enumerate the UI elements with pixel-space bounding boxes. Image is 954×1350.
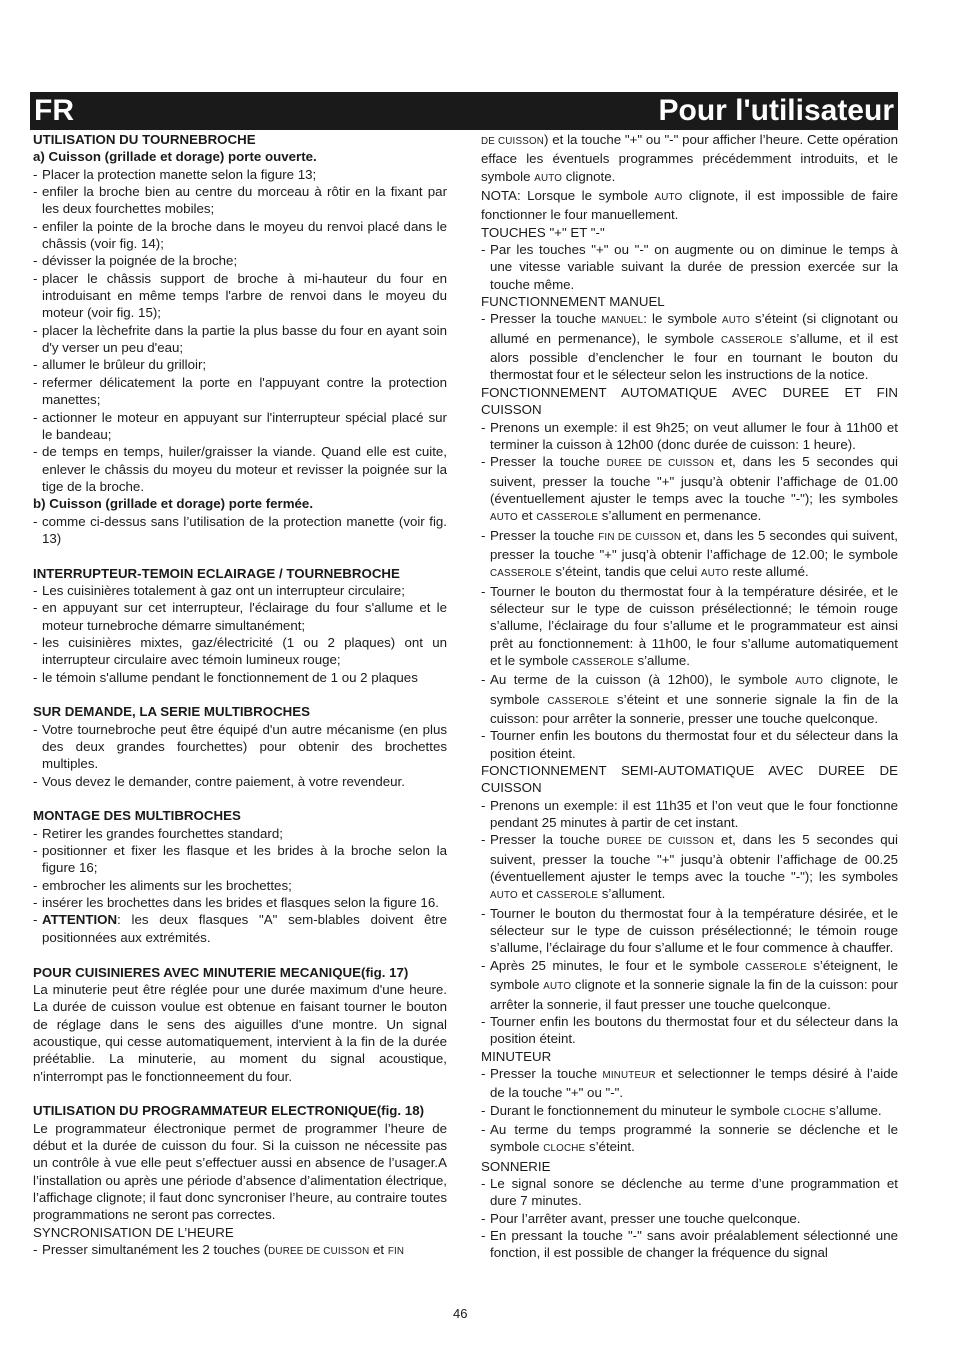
paragraph: FONCTIONNEMENT SEMI-AUTOMATIQUE AVEC DUREE DE CUISSON bbox=[481, 763, 898, 796]
section-heading: SUR DEMANDE, LA SERIE MULTIBROCHES bbox=[33, 704, 311, 720]
paragraph: SYNCRONISATION DE L’HEURE bbox=[33, 1224, 234, 1240]
list-item: - le témoin s'allume pendant le fonctionnement de 1 ou 2 plaques bbox=[33, 669, 447, 686]
list-item: - Au terme de la cuisson (à 12h00), le symbole AUTO clignote, le symbole CASSEROLE s’éteint et une sonnerie signale la fin de la cuisson: pour arrêter la sonnerie, presser une touche quelconque. bbox=[481, 671, 898, 727]
paragraph: DE CUISSON) et la touche "+" ou "-" pour afficher l’heure. Cette opération efface les éventuels programmes précédemment introduits, et le symbole AUTO clignote. bbox=[481, 132, 898, 184]
list-item: - Au terme du temps programmé la sonnerie se déclenche et le symbole CLOCHE s’éteint. bbox=[481, 1121, 898, 1158]
list-item: - refermer délicatement la porte en l'appuyant contre la protection manettes; bbox=[33, 374, 447, 409]
list-item: - Par les touches "+" ou "-" on augmente ou on diminue le temps à une vitesse variable suivant la durée de pression exercée sur la touche même. bbox=[481, 241, 898, 293]
list-item: - Presser la touche MANUEL: le symbole AUTO s’éteint (si clignotant ou allumé en permenance), le symbole CASSEROLE s’allume, et il est alors possible d’enclencher le four en tournant le bouton du thermostat four et le sélecteur selon les instructions de la notice. bbox=[481, 310, 898, 383]
list-item: - Retirer les grandes fourchettes standard; bbox=[33, 825, 447, 842]
right-column bbox=[481, 131, 898, 1262]
list-item: - Durant le fonctionnement du minuteur le symbole CLOCHE s’allume. bbox=[481, 1102, 898, 1121]
list-item: - Prenons un exemple: il est 11h35 et l’on veut que le four fonctionne pendant 25 minutes à partir de cet instant. bbox=[481, 797, 898, 832]
spacer bbox=[33, 547, 447, 564]
list-item: - Tourner le bouton du thermostat four à la température désirée, et le sélecteur sur le type de cuisson présélectionné; le témoin rouge s’allume, l’éclairage du four s’allume et le four commence à chauffer. bbox=[481, 905, 898, 957]
list-item: - Presser la touche MINUTEUR et selectionner le temps désiré à l’aide de la touche "+" ou "-". bbox=[481, 1065, 898, 1102]
paragraph: SONNERIE bbox=[481, 1158, 551, 1174]
page-title: Pour l'utilisateur bbox=[658, 94, 894, 127]
list-item: - les cuisinières mixtes, gaz/électricité (1 ou 2 plaques) ont un interrupteur circulaire avec témoin lumineux rouge; bbox=[33, 634, 447, 669]
paragraph: Le programmateur électronique permet de programmer l’heure de début et la durée de cuisson du four. Si la cuisson ne nécessite pas un contrôle à vue elle peut s’effectuer aussi en absence de l’usager.A l’installation ou après une période d’absence d’alimentation électrique, l’affichage clignote; il faut donc syncroniser l’heure, au contraire toutes programmations ne seront pas correctes. bbox=[33, 1120, 447, 1223]
paragraph: MINUTEUR bbox=[481, 1048, 552, 1064]
list-item: - Vous devez le demander, contre paiement, à votre revendeur. bbox=[33, 773, 447, 790]
list-item: - En pressant la touche "-" sans avoir préalablement sélectionné une fonction, il est possible de changer la fréquence du signal bbox=[481, 1227, 898, 1262]
list-item: - ATTENTION: les deux flasques "A" sem-blables doivent être positionnées aux extrémités. bbox=[33, 911, 447, 946]
list-item: - Après 25 minutes, le four et le symbole CASSEROLE s’éteignent, le symbole AUTO clignote et la sonnerie signale la fin de la cuisson: pour arrêter la sonnerie, il faut presser une touche quelconque. bbox=[481, 957, 898, 1013]
list-item: - placer la lèchefrite dans la partie la plus basse du four en ayant soin d'y verser un peu d'eau; bbox=[33, 322, 447, 357]
list-item: - dévisser la poignée de la broche; bbox=[33, 252, 447, 269]
list-item: - Tourner enfin les boutons du thermostat four et du sélecteur dans la position éteint. bbox=[481, 727, 898, 762]
list-item: - embrocher les aliments sur les brochettes; bbox=[33, 877, 447, 894]
emphasis: ATTENTION bbox=[42, 912, 118, 928]
list-item: - enfiler la broche bien au centre du morceau à rôtir en la fixant par les deux fourchettes mobiles; bbox=[33, 183, 447, 218]
list-item: - Prenons un exemple: il est 9h25; on veut allumer le four à 11h00 et terminer la cuisson à 12h00 (donc durée de cuisson: 1 heure). bbox=[481, 419, 898, 454]
list-item: - Presser simultanément les 2 touches (DUREE DE CUISSON et FIN bbox=[33, 1241, 447, 1260]
spacer bbox=[33, 1085, 447, 1102]
list-item: - Presser la touche FIN DE CUISSON et, dans les 5 secondes qui suivent, presser la touche "+" jusq’à obtenir l’affichage de 12.00; le symbole CASSEROLE s’éteint, tandis que celui AUTO reste allumé. bbox=[481, 527, 898, 583]
paragraph: TOUCHES "+" ET "-" bbox=[481, 224, 605, 240]
paragraph: La minuterie peut être réglée pour une durée maximum d'une heure. La durée de cuisson voulue est obtenue en faisant tourner le bouton de réglage dans le sens des aiguilles d'une montre. Un signal acoustique, qui cesse automatiquement, intervient à la fin de la durée préétablie. La minuterie, au moment du signal acoustique, n'interrompt pas le fonctionneement du four. bbox=[33, 981, 447, 1084]
language-label: FR bbox=[34, 94, 74, 127]
list-item: - Placer la protection manette selon la figure 13; bbox=[33, 166, 447, 183]
section-heading: MONTAGE DES MULTIBROCHES bbox=[33, 808, 241, 824]
page-header bbox=[30, 92, 898, 130]
list-item: - enfiler la pointe de la broche dans le moyeu du renvoi placé dans le châssis (voir fig. 14); bbox=[33, 218, 447, 253]
list-item: - Pour l’arrêter avant, presser une touche quelconque. bbox=[481, 1210, 898, 1227]
page-number: 46 bbox=[453, 1306, 468, 1321]
list-item: - Votre tournebroche peut être équipé d'un autre mécanisme (en plus des deux grandes fourchettes) pour obtenir des brochettes multiples. bbox=[33, 721, 447, 773]
list-item: - actionner le moteur en appuyant sur l'interrupteur spécial placé sur le bandeau; bbox=[33, 409, 447, 444]
list-item: - positionner et fixer les flasque et les brides à la broche selon la figure 16; bbox=[33, 842, 447, 877]
section-heading: INTERRUPTEUR-TEMOIN ECLAIRAGE / TOURNEBROCHE bbox=[33, 565, 400, 581]
list-item: - Le signal sonore se déclenche au terme d’une programmation et dure 7 minutes. bbox=[481, 1175, 898, 1210]
list-item: - comme ci-dessus sans l’utilisation de la protection manette (voir fig. 13) bbox=[33, 513, 447, 548]
list-item: - Presser la touche DUREE DE CUISSON et, dans les 5 secondes qui suivent, presser la touche "+" jusqu’à obtenir l’affichage de 00.25 (éventuellement ajuster le temps avec la touche "-"); les symboles AUTO et CASSEROLE s’allument. bbox=[481, 831, 898, 904]
section-heading: POUR CUISINIERES AVEC MINUTERIE MECANIQUE(fig. 17) bbox=[33, 964, 409, 980]
spacer bbox=[33, 686, 447, 703]
spacer bbox=[33, 946, 447, 963]
left-column bbox=[33, 131, 447, 1260]
list-item: - allumer le brûleur du grilloir; bbox=[33, 356, 447, 373]
paragraph: NOTA: Lorsque le symbole AUTO clignote, il est impossible de faire fonctionner le four manuellement. bbox=[481, 188, 899, 223]
paragraph: FUNCTIONNEMENT MANUEL bbox=[481, 294, 665, 310]
list-item: - Les cuisinières totalement à gaz ont un interrupteur circulaire; bbox=[33, 582, 447, 599]
list-item: - Tourner le bouton du thermostat four à la température désirée, et le sélecteur sur le type de cuisson présélectionné; le témoin rouge s’allume, l’éclairage du four s’allume et le programmateur est ainsi prêt au fonctionnement: à 11h00, le four s’allume automatiquement et le symbole CASSEROLE s’allume. bbox=[481, 583, 898, 672]
section-heading: UTILISATION DU PROGRAMMATEUR ELECTRONIQUE(fig. 18) bbox=[33, 1103, 425, 1119]
list-item: - placer le châssis support de broche à mi-hauteur du four en introduisant en même temps l'arbre de renvoi dans le moyeu du moteur (voir fig. 15); bbox=[33, 270, 447, 322]
list-item: - insérer les brochettes dans les brides et flasques selon la figure 16. bbox=[33, 894, 447, 911]
spacer bbox=[33, 790, 447, 807]
section-heading: b) Cuisson (grillade et dorage) porte fermée. bbox=[33, 496, 314, 512]
list-item: - Presser la touche DUREE DE CUISSON et, dans les 5 secondes qui suivent, presser la touche "+" jusqu’à obtenir l’affichage de 01.00 (éventuellement ajuster le temps avec la touche "-"); les symboles AUTO et CASSEROLE s’allument en permenance. bbox=[481, 453, 898, 526]
section-heading: a) Cuisson (grillade et dorage) porte ouverte. bbox=[33, 149, 317, 165]
list-item: - de temps en temps, huiler/graisser la viande. Quand elle est cuite, enlever le châssis du moyeu du moteur et revisser la poignée sur la tige de la broche. bbox=[33, 443, 447, 495]
paragraph: FONCTIONNEMENT AUTOMATIQUE AVEC DUREE ET FIN CUISSON bbox=[481, 384, 898, 418]
list-item: - Tourner enfin les boutons du thermostat four et du sélecteur dans la position éteint. bbox=[481, 1013, 898, 1048]
section-heading: UTILISATION DU TOURNEBROCHE bbox=[33, 132, 256, 147]
list-item: - en appuyant sur cet interrupteur, l'éclairage du four s'allume et le moteur turnebroche démarre simultanément; bbox=[33, 599, 447, 634]
